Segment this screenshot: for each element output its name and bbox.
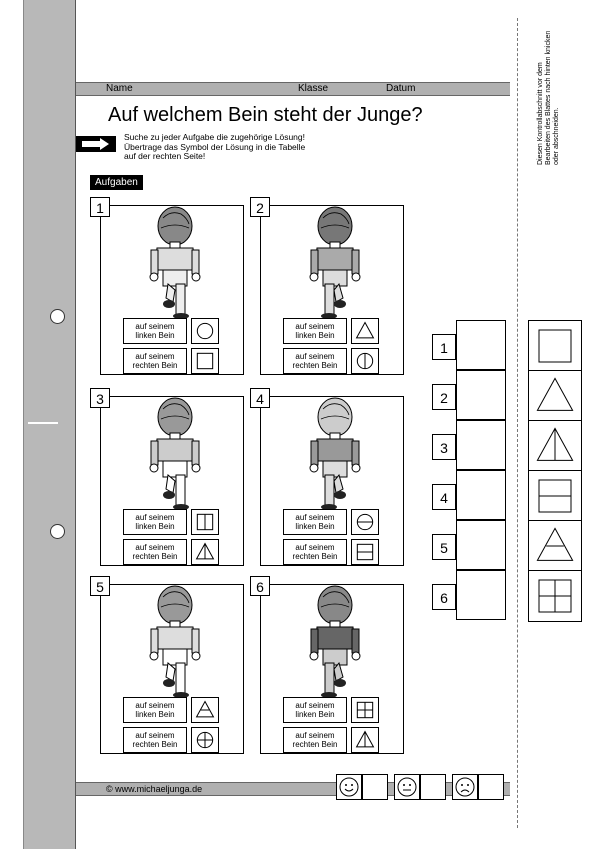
option-symbol (191, 539, 219, 565)
option-label: auf seinem (135, 731, 175, 740)
rating-happy-box[interactable] (362, 774, 388, 800)
section-label: Aufgaben (90, 175, 143, 190)
date-label: Datum (386, 83, 416, 94)
rating-neutral[interactable] (394, 774, 420, 800)
option-label: auf seinem (135, 322, 175, 331)
option-label: rechten Bein (292, 361, 338, 370)
solution-symbol (529, 571, 581, 621)
task-number: 2 (250, 197, 270, 217)
answer-number: 3 (432, 434, 456, 460)
option-symbol (351, 318, 379, 344)
option-label: linken Bein (295, 331, 335, 340)
option-right-leg[interactable] (123, 348, 219, 374)
square-cross-icon (529, 571, 581, 621)
instruction-line: auf der rechten Seite! (124, 151, 206, 161)
task-card (260, 396, 404, 566)
instruction-line: Suche zu jeder Aufgabe die zugehörige Lösung! (124, 132, 305, 142)
triangle-icon (529, 371, 581, 421)
option-label: rechten Bein (132, 552, 178, 561)
square-icon (192, 349, 218, 373)
boy-figure (141, 585, 209, 706)
option-symbol (191, 348, 219, 374)
triangle-vertical-icon (529, 421, 581, 471)
option-symbol (351, 539, 379, 565)
option-label: rechten Bein (292, 740, 338, 749)
option-right-leg[interactable] (283, 727, 379, 753)
triangle-vertical-icon (352, 728, 378, 752)
center-mark (28, 422, 58, 424)
option-label: linken Bein (295, 710, 335, 719)
square-cross-icon (352, 698, 378, 722)
option-label: rechten Bein (292, 552, 338, 561)
solution-column (528, 320, 582, 622)
solution-symbol (529, 471, 581, 521)
answer-cell[interactable] (456, 370, 506, 420)
page-title: Auf welchem Bein steht der Junge? (108, 104, 423, 126)
task-number: 5 (90, 576, 110, 596)
task-card (100, 396, 244, 566)
fold-line (517, 18, 518, 828)
side-note: Diesen Kontrollabschnitt vor dem Bearbeiten des Blattes nach hinten knicken oder abschneiden. (537, 30, 560, 165)
answer-cell[interactable] (456, 420, 506, 470)
solution-symbol (529, 371, 581, 421)
option-label: linken Bein (135, 331, 175, 340)
square-vertical-icon (192, 510, 218, 534)
option-label: linken Bein (295, 522, 335, 531)
arrow-icon (76, 136, 116, 152)
square-horizontal-icon (352, 540, 378, 564)
option-label: auf seinem (135, 701, 175, 710)
task-number: 4 (250, 388, 270, 408)
answer-cell[interactable] (456, 320, 506, 370)
boy-figure (141, 206, 209, 327)
punch-hole-bottom (50, 524, 65, 539)
task-number: 3 (90, 388, 110, 408)
task-number: 1 (90, 197, 110, 217)
answer-number: 1 (432, 334, 456, 360)
rating-sad[interactable] (452, 774, 478, 800)
boy-figure-icon (141, 397, 209, 513)
triangle-vertical-icon (192, 540, 218, 564)
triangle-horizontal-icon (529, 521, 581, 571)
boy-figure-icon (141, 206, 209, 322)
solution-symbol (529, 421, 581, 471)
option-label: auf seinem (295, 543, 335, 552)
option-symbol (351, 348, 379, 374)
option-right-leg[interactable] (283, 539, 379, 565)
rating-neutral-box[interactable] (420, 774, 446, 800)
triangle-icon (352, 319, 378, 343)
instruction-line: Übertrage das Symbol der Lösung in die Tabelle (124, 141, 306, 152)
boy-figure-icon (301, 397, 369, 513)
answer-cell[interactable] (456, 570, 506, 620)
answer-number: 4 (432, 484, 456, 510)
circle-horizontal-icon (352, 510, 378, 534)
task-card (100, 205, 244, 375)
rating-happy[interactable] (336, 774, 362, 800)
option-label: linken Bein (135, 522, 175, 531)
option-label: linken Bein (135, 710, 175, 719)
option-symbol (351, 697, 379, 723)
boy-figure (301, 397, 369, 518)
boy-figure (301, 585, 369, 706)
boy-figure-icon (141, 585, 209, 701)
option-label: auf seinem (295, 731, 335, 740)
answer-cell[interactable] (456, 470, 506, 520)
boy-figure-icon (301, 585, 369, 701)
task-number: 6 (250, 576, 270, 596)
option-left-leg[interactable] (283, 318, 379, 344)
option-label: auf seinem (135, 513, 175, 522)
option-symbol (351, 509, 379, 535)
option-label: auf seinem (295, 701, 335, 710)
circle-cross-icon (192, 728, 218, 752)
option-label: auf seinem (295, 513, 335, 522)
rating-sad-box[interactable] (478, 774, 504, 800)
answer-number: 2 (432, 384, 456, 410)
option-symbol (191, 509, 219, 535)
option-label: auf seinem (135, 543, 175, 552)
answer-number: 5 (432, 534, 456, 560)
option-right-leg[interactable] (123, 539, 219, 565)
solution-symbol (529, 321, 581, 371)
sad-face-icon (453, 775, 477, 799)
answer-cell[interactable] (456, 520, 506, 570)
square-icon (529, 321, 581, 371)
option-right-leg[interactable] (283, 348, 379, 374)
solution-symbol (529, 521, 581, 571)
option-symbol (191, 318, 219, 344)
option-symbol (191, 697, 219, 723)
instructions (124, 133, 305, 162)
option-label: rechten Bein (132, 740, 178, 749)
option-left-leg[interactable] (283, 509, 379, 535)
option-label: auf seinem (135, 352, 175, 361)
option-label: rechten Bein (132, 361, 178, 370)
happy-face-icon (337, 775, 361, 799)
option-left-leg[interactable] (123, 697, 219, 723)
neutral-face-icon (395, 775, 419, 799)
option-symbol (191, 727, 219, 753)
task-card (260, 205, 404, 375)
circle-vertical-icon (352, 349, 378, 373)
option-symbol (351, 727, 379, 753)
answer-number: 6 (432, 584, 456, 610)
triangle-horizontal-icon (192, 698, 218, 722)
option-left-leg[interactable] (123, 509, 219, 535)
punch-hole-top (50, 309, 65, 324)
option-right-leg[interactable] (123, 727, 219, 753)
option-label: auf seinem (295, 352, 335, 361)
name-label: Name (106, 83, 133, 94)
option-left-leg[interactable] (123, 318, 219, 344)
option-label: auf seinem (295, 322, 335, 331)
circle-icon (192, 319, 218, 343)
boy-figure (141, 397, 209, 518)
class-label: Klasse (298, 83, 329, 94)
header-strip (76, 82, 510, 96)
task-card (260, 584, 404, 754)
task-card (100, 584, 244, 754)
binder-margin (23, 0, 76, 849)
boy-figure-icon (301, 206, 369, 322)
square-horizontal-icon (529, 471, 581, 521)
option-left-leg[interactable] (283, 697, 379, 723)
footer-copyright: © www.michaeljunga.de (106, 784, 203, 794)
boy-figure (301, 206, 369, 327)
